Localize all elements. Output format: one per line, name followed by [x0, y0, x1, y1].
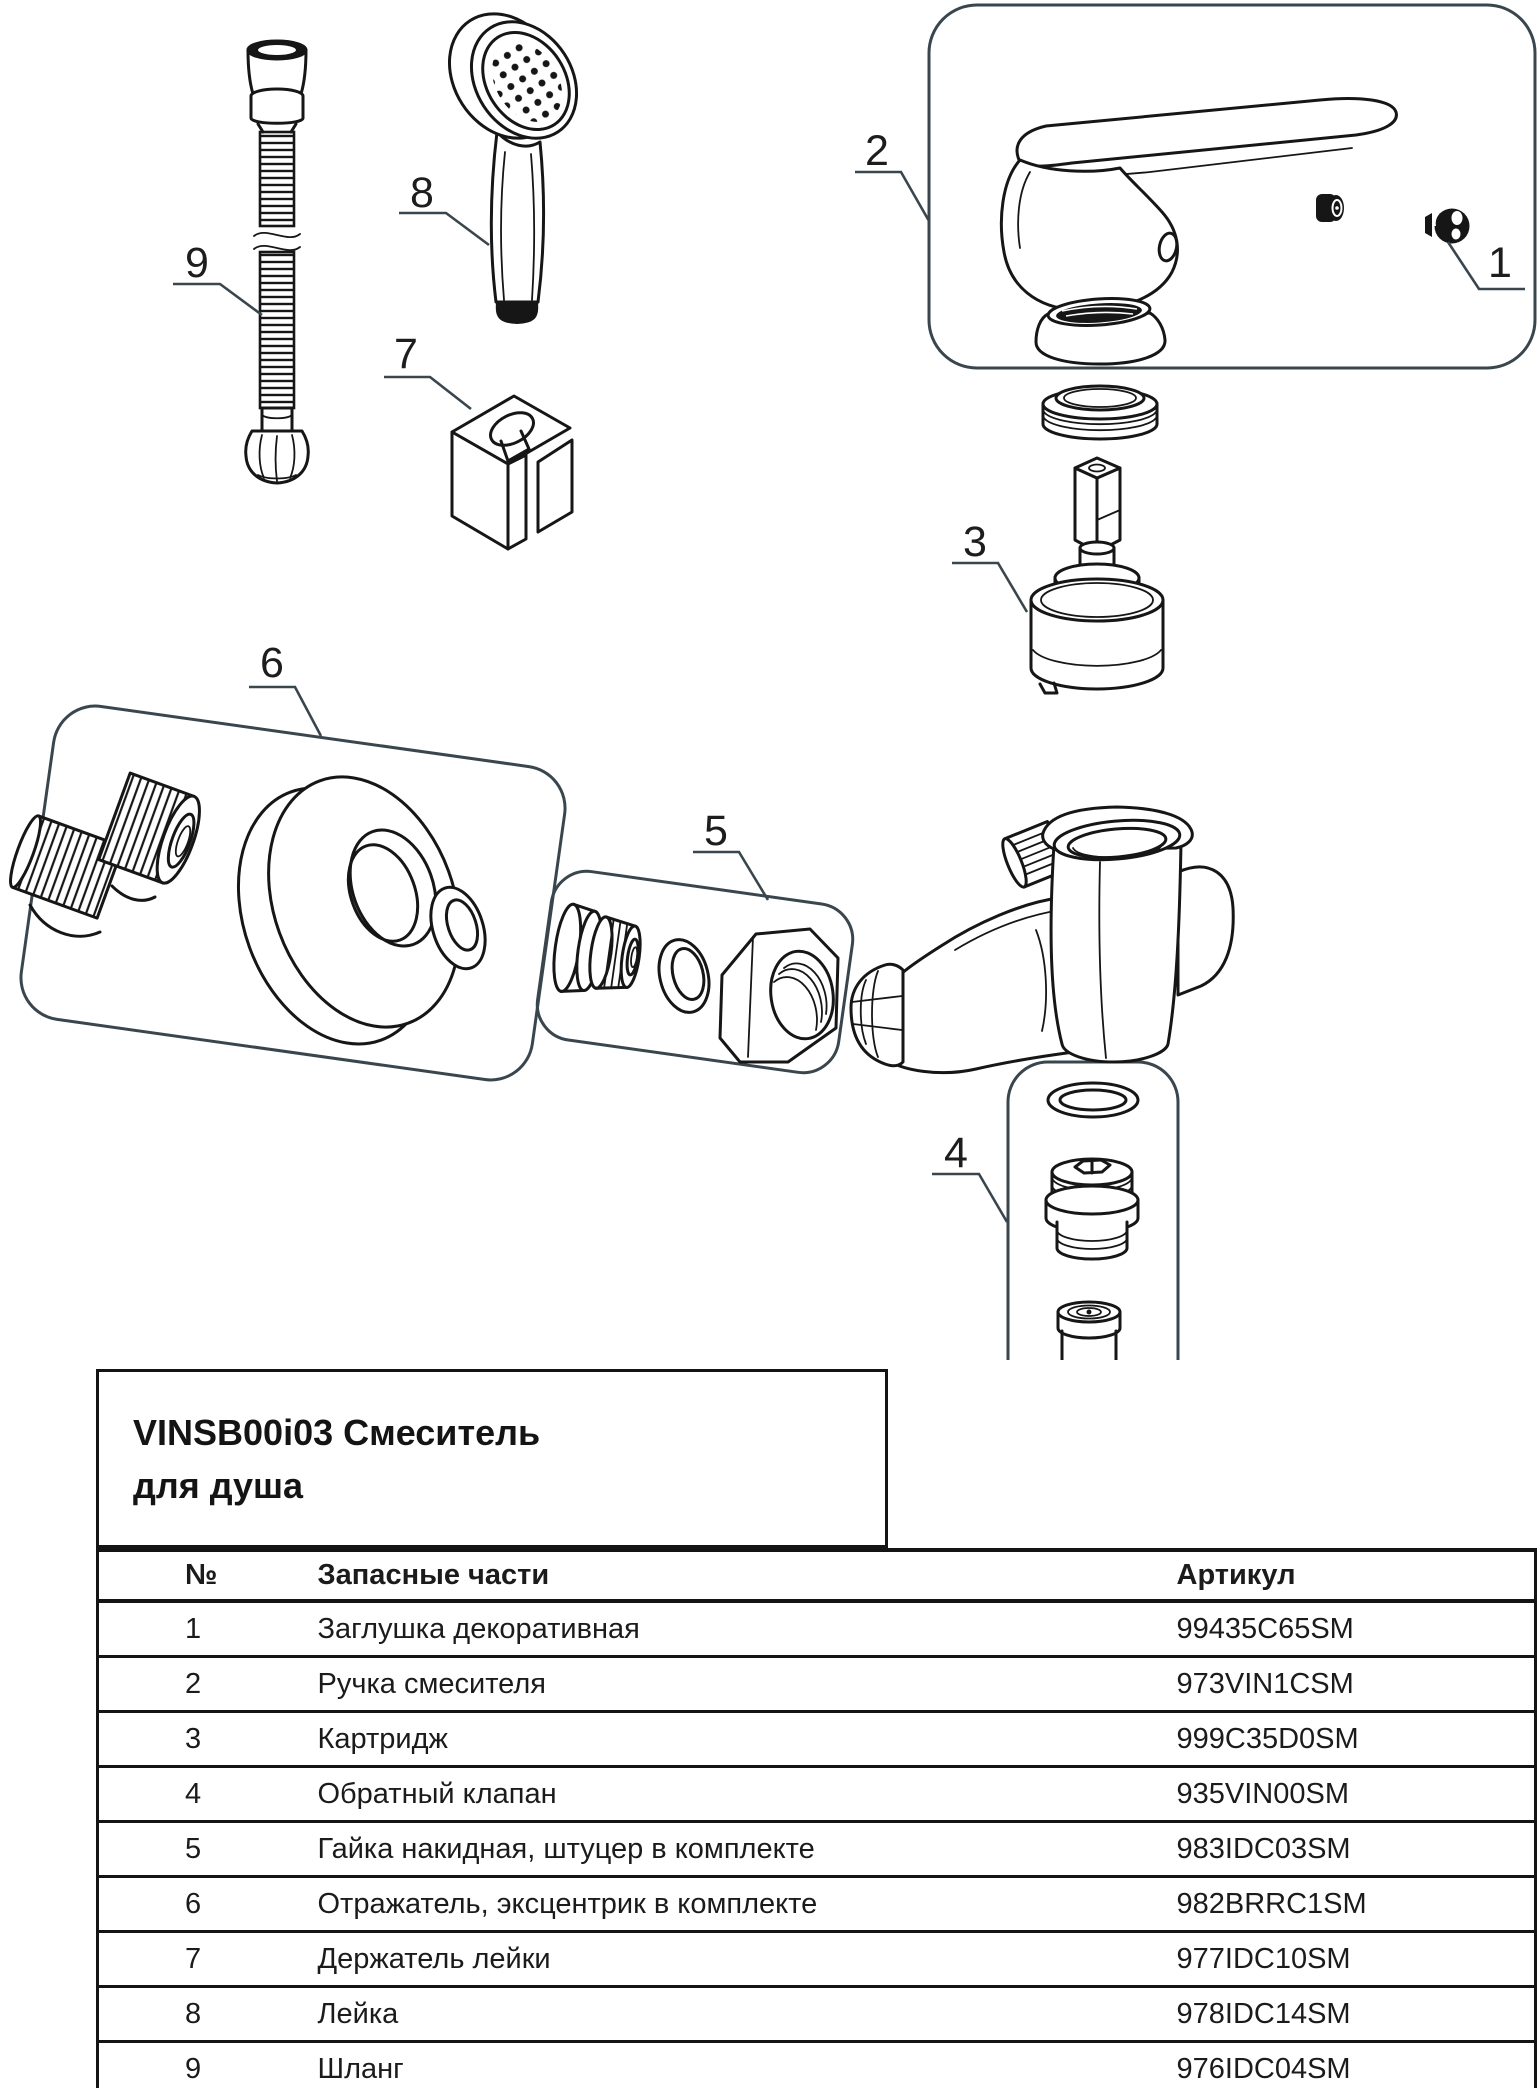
- row-sku: 935VIN00SM: [1177, 1767, 1536, 1822]
- row-sku: 999C35D0SM: [1177, 1712, 1536, 1767]
- callout-8-label: 8: [410, 169, 434, 217]
- row-num: 4: [98, 1767, 317, 1822]
- table-row: [98, 2042, 1536, 2088]
- part-threaded-ring: [1043, 386, 1157, 439]
- product-title-line1: VINSB00i03 Смеситель: [133, 1412, 541, 1453]
- callout-8-leader: [399, 213, 489, 245]
- header-sku: Артикул: [1177, 1550, 1536, 1601]
- callout-1-label: 1: [1488, 239, 1512, 287]
- row-part: Держатель лейки: [317, 1932, 1177, 1987]
- row-sku: 99435C65SM: [1177, 1601, 1536, 1657]
- part-union-fitting: [549, 903, 645, 1002]
- part-mixer-body: [851, 807, 1233, 1073]
- row-sku: 982BRRC1SM: [1177, 1877, 1536, 1932]
- callout-3-label: 3: [963, 518, 987, 566]
- row-sku: 983IDC03SM: [1177, 1822, 1536, 1877]
- part-cartridge: [1031, 458, 1163, 693]
- row-num: 2: [98, 1657, 317, 1712]
- table-row: [98, 1822, 1536, 1877]
- callout-4-label: 4: [944, 1129, 968, 1177]
- table-row: [98, 1987, 1536, 2042]
- row-part: Ручка смесителя: [317, 1657, 1177, 1712]
- callout-5-leader: [693, 852, 768, 900]
- row-part: Картридж: [317, 1712, 1177, 1767]
- table-row: [98, 1877, 1536, 1932]
- parts-table: [96, 1548, 1537, 2088]
- part-check-valve-insert: [1046, 1159, 1138, 1259]
- callout-1-leader: [1448, 242, 1525, 289]
- row-part: Обратный клапан: [317, 1767, 1177, 1822]
- row-num: 6: [98, 1877, 317, 1932]
- part-check-valve-oring: [1048, 1083, 1138, 1117]
- row-sku: 973VIN1CSM: [1177, 1657, 1536, 1712]
- table-row: [98, 1712, 1536, 1767]
- table-row: [98, 1932, 1536, 1987]
- product-title-box: [96, 1369, 888, 1548]
- callout-5-label: 5: [704, 807, 728, 855]
- row-num: 7: [98, 1932, 317, 1987]
- row-part: Заглушка декоративная: [317, 1601, 1177, 1657]
- part-shower-holder: [452, 396, 572, 549]
- row-num: 3: [98, 1712, 317, 1767]
- part-hose: [246, 41, 309, 483]
- row-part: Шланг: [317, 2052, 404, 2085]
- product-title-line2: для душа: [133, 1465, 304, 1506]
- table-row: [98, 1657, 1536, 1712]
- parts-table-wrap: [96, 1548, 1537, 2088]
- part-check-valve-core: [1058, 1302, 1120, 1360]
- part-decorative-plug: [1425, 209, 1470, 244]
- row-sku: 977IDC10SM: [1177, 1932, 1536, 1987]
- callout-4-leader: [932, 1174, 1007, 1222]
- header-num: №: [98, 1550, 317, 1601]
- row-part: Отражатель, эксцентрик в комплекте: [317, 1877, 1177, 1932]
- callout-2-leader: [855, 172, 929, 221]
- part-o-ring: [652, 934, 716, 1017]
- row-sku: 976IDC04SM: [1176, 2052, 1351, 2085]
- row-num: 8: [98, 1987, 317, 2042]
- callout-9-leader: [173, 284, 262, 315]
- part-eccentric-union: [5, 773, 208, 936]
- table-row: [98, 1601, 1536, 1657]
- part-grub-screw: [1316, 194, 1344, 222]
- callout-9-label: 9: [185, 239, 209, 287]
- callout-7-leader: [384, 377, 471, 409]
- row-part: Лейка: [317, 1987, 1177, 2042]
- part-hand-shower: [426, 0, 598, 324]
- parts-table-header-row: [98, 1550, 1536, 1601]
- callout-3-leader: [952, 563, 1027, 612]
- header-part: Запасные части: [317, 1550, 1177, 1601]
- row-num: 1: [98, 1601, 317, 1657]
- callout-6-label: 6: [260, 639, 284, 687]
- row-num: 5: [98, 1822, 317, 1877]
- callout-7-label: 7: [394, 330, 418, 378]
- callout-2-label: 2: [865, 127, 889, 175]
- row-num: 9: [185, 2052, 202, 2085]
- part-union-nut: [720, 929, 839, 1062]
- row-part: Гайка накидная, штуцер в комплекте: [317, 1822, 1177, 1877]
- row-sku: 978IDC14SM: [1177, 1987, 1536, 2042]
- table-row: [98, 1767, 1536, 1822]
